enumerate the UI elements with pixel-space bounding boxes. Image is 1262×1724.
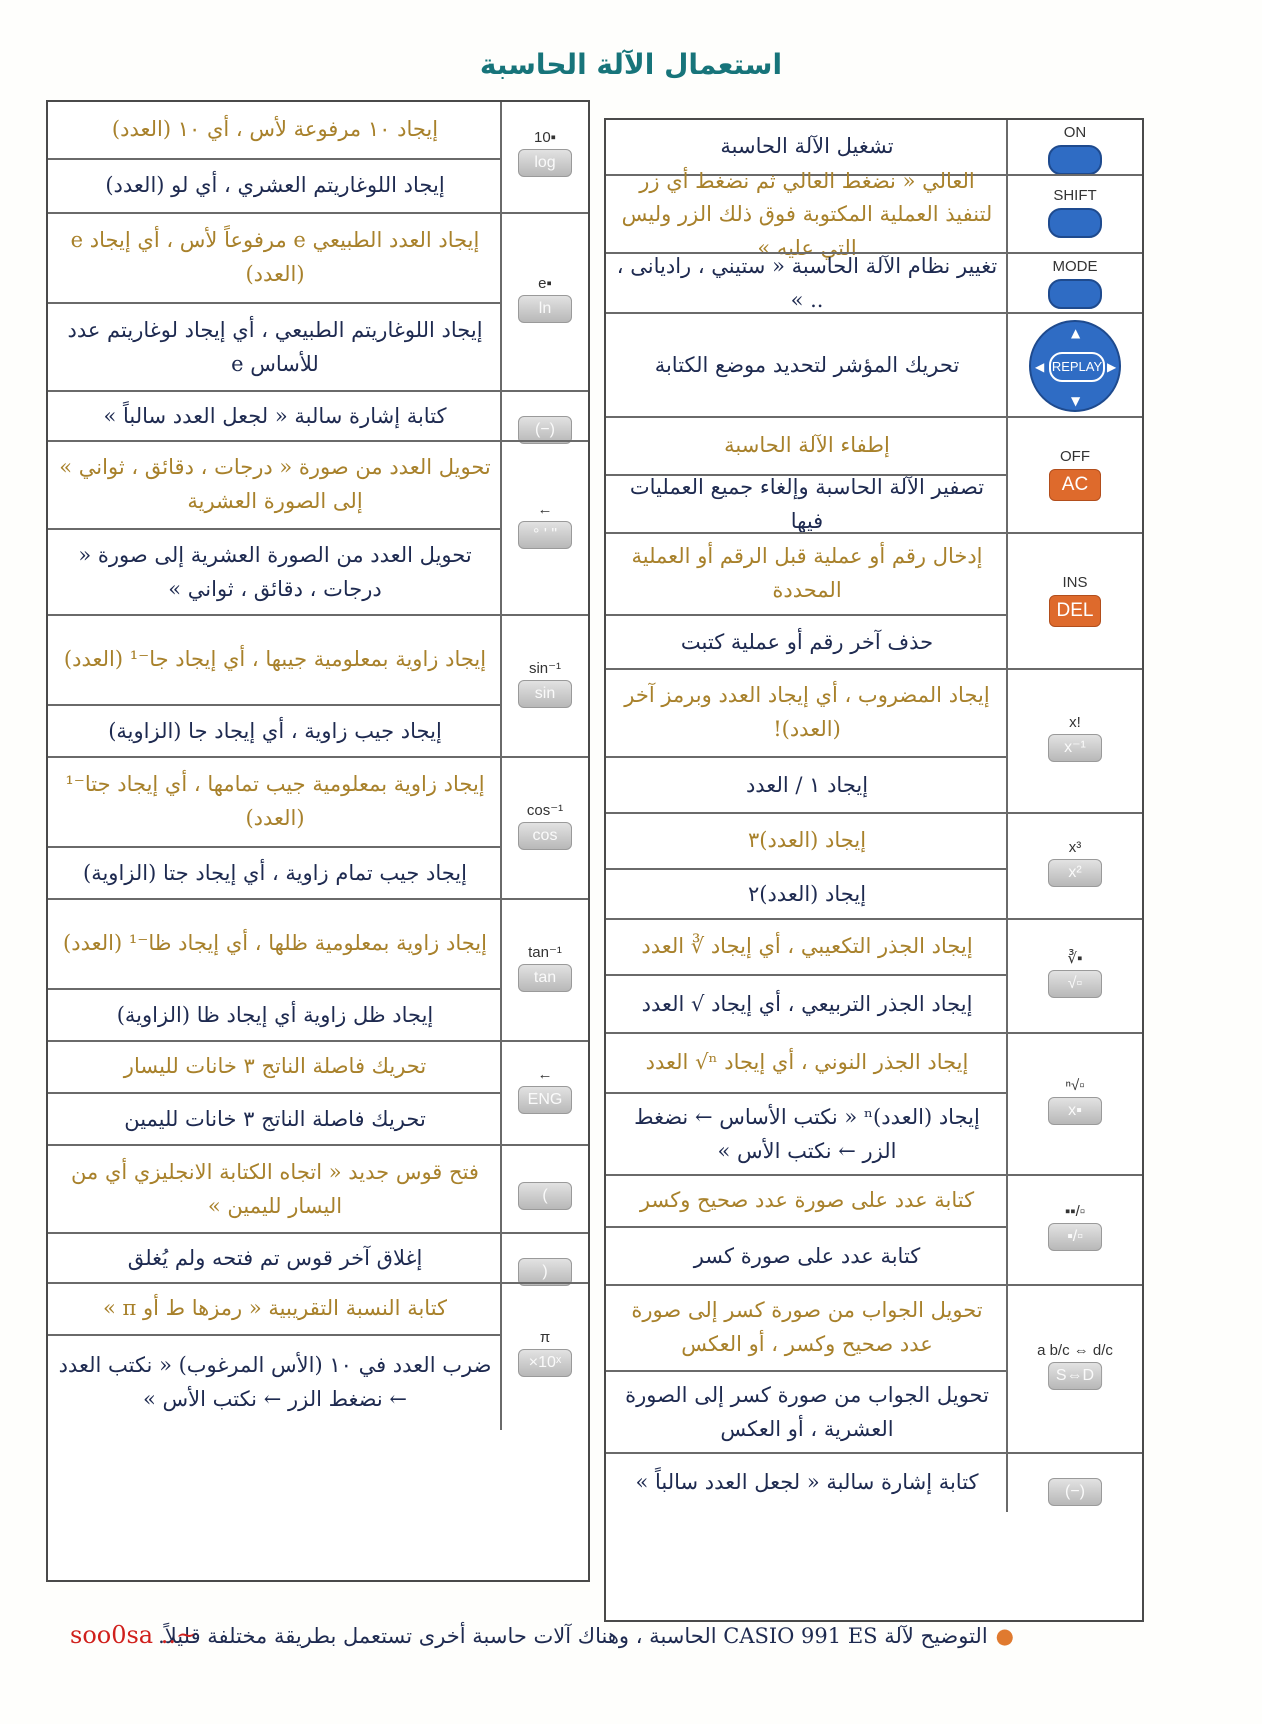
key-description: كتابة عدد على صورة عدد صحيح وكسر xyxy=(639,1188,975,1213)
arrow-icon: ▲ xyxy=(1071,326,1081,340)
key-shift-label: tan⁻¹ xyxy=(528,944,562,961)
key-description: إيجاد زاوية بمعلومية ظلها ، أي إيجاد ظا⁻¹ (العدد) xyxy=(63,931,487,956)
calculator-key xyxy=(1048,258,1102,309)
key-face: ×10ˣ xyxy=(518,1349,572,1377)
calculator-key xyxy=(518,801,572,850)
key-description: إيجاد الجذر التكعيبي ، أي إيجاد ∛ العدد xyxy=(641,934,973,959)
key-shift-label xyxy=(518,1162,572,1179)
key-description: كتابة عدد على صورة كسر xyxy=(606,1226,1008,1286)
calculator-key xyxy=(518,129,572,177)
arrow-icon: ◀ xyxy=(1035,360,1045,374)
key-description: تحويل العدد من صورة « درجات ، دقائق ، ثواني » إلى الصورة العشرية xyxy=(59,455,491,513)
key-description: إيجاد زاوية بمعلومية جيب تمامها ، أي إيجاد جتا⁻¹ (العدد) xyxy=(65,772,485,830)
key-face: ▪/▫ xyxy=(1048,1223,1102,1251)
key-description: إدخال رقم أو عملية قبل الرقم أو العملية المحددة xyxy=(631,544,983,602)
key-description: كتابة النسبة التقريبية « رمزها ط أو π » xyxy=(102,1296,448,1321)
key-description: فتح قوس جديد « اتجاه الكتابة الانجليزي أي من اليسار لليمين » xyxy=(71,1160,479,1218)
key-description: إيجاد اللوغاريتم العشري ، أي لو (العدد) xyxy=(48,158,502,212)
key-cell xyxy=(1006,1034,1142,1176)
calculator-key xyxy=(518,1162,572,1210)
calculator-key xyxy=(1048,1077,1102,1125)
key-face xyxy=(1048,145,1102,175)
key-cell xyxy=(1006,120,1142,174)
key-description: تشغيل الآلة الحاسبة xyxy=(720,134,894,159)
key-face: ) xyxy=(518,1258,572,1286)
calculator-key xyxy=(1029,320,1121,412)
key-cell xyxy=(500,392,588,442)
calculator-key xyxy=(1048,714,1102,762)
arrow-icon: ▼ xyxy=(1071,394,1081,408)
key-description: تصفير الآلة الحاسبة وإلغاء جميع العمليات فيها xyxy=(606,474,1008,534)
key-shift-label: ⁿ√▫ xyxy=(1065,1077,1085,1094)
key-shift-label: MODE xyxy=(1052,258,1098,275)
key-description: إيجاد المضروب ، أي إيجاد العدد وبرمز آخر (العدد)! xyxy=(624,683,990,741)
key-shift-label: π xyxy=(539,1329,551,1346)
key-face: ° ' " xyxy=(518,521,572,549)
key-description: حذف آخر رقم أو عملية كتبت xyxy=(606,614,1008,670)
key-cell xyxy=(500,758,588,900)
replay-pad-icon xyxy=(1029,320,1121,412)
key-face: x⁻¹ xyxy=(1048,734,1102,762)
key-cell xyxy=(500,102,588,212)
calculator-key xyxy=(1049,448,1101,501)
key-description: كتابة إشارة سالبة « لجعل العدد سالباً » xyxy=(103,404,447,429)
left-key-group xyxy=(48,102,588,212)
left-key-group xyxy=(48,440,588,616)
left-key-group xyxy=(48,898,588,1042)
calculator-key xyxy=(518,1238,572,1286)
key-shift-label: e▪ xyxy=(538,275,552,292)
left-key-group xyxy=(48,1282,588,1430)
key-description: ضرب العدد في ١٠ (الأس المرغوب) « نكتب العدد ← نضغط الزر ← نكتب الأس » xyxy=(48,1334,502,1430)
right-key-group xyxy=(606,1284,1142,1454)
key-face: (−) xyxy=(518,416,572,444)
key-shift-label: sin⁻¹ xyxy=(528,660,562,677)
key-shift-label: OFF xyxy=(1060,448,1090,465)
key-shift-label: x! xyxy=(1069,714,1081,731)
key-face: ln xyxy=(518,295,572,323)
page-title: استعمال الآلة الحاسبة xyxy=(479,48,783,81)
left-key-group xyxy=(48,1040,588,1146)
key-face: AC xyxy=(1049,469,1101,501)
left-key-table xyxy=(46,100,590,1582)
footer-note: ●التوضيح لآلة CASIO 991 ES الحاسبة ، وهناك آلات حاسبة أخرى تستعمل بطريقة مختلفة قليلاً. xyxy=(158,1624,1014,1648)
key-cell xyxy=(500,1042,588,1146)
key-description: العالي « نضغط العالي ثم نضغط أي زر لتنفيذ العملية المكتوبة فوق ذلك الزر وليس التي عليه » xyxy=(621,168,993,260)
key-face: x▪ xyxy=(1048,1097,1102,1125)
key-description: إيجاد الجذر النوني ، أي إيجاد ⁿ√ العدد xyxy=(645,1050,969,1075)
calculator-key xyxy=(518,659,572,708)
calculator-key xyxy=(1048,1203,1102,1251)
key-description: إيجاد العدد الطبيعي e مرفوعاً لأس ، أي إيجاد e (العدد) xyxy=(70,228,480,286)
key-cell xyxy=(500,1234,588,1284)
right-key-table xyxy=(604,118,1144,1622)
left-key-group xyxy=(48,1232,588,1284)
key-cell xyxy=(500,900,588,1042)
key-description: تحويل الجواب من صورة كسر إلى الصورة العشرية ، أو العكس xyxy=(606,1370,1008,1454)
key-cell xyxy=(1006,920,1142,1034)
key-shift-label: x³ xyxy=(1068,839,1082,856)
left-key-group xyxy=(48,614,588,758)
key-shift-label: ← xyxy=(537,501,553,518)
key-description: إيجاد (العدد)٣ xyxy=(747,828,867,853)
key-face: log xyxy=(518,149,572,177)
right-key-group xyxy=(606,416,1142,534)
calculator-key xyxy=(1048,124,1102,175)
key-shift-label xyxy=(518,1238,572,1255)
key-face: S⇔D xyxy=(1048,1362,1102,1390)
right-key-group xyxy=(606,312,1142,418)
key-description: تحويل الجواب من صورة كسر إلى صورة عدد صحيح وكسر ، أو العكس xyxy=(631,1298,983,1356)
key-cell xyxy=(500,442,588,616)
right-key-group xyxy=(606,812,1142,920)
left-key-group xyxy=(48,1144,588,1234)
key-description: تحريك المؤشر لتحديد موضع الكتابة xyxy=(654,353,960,378)
key-cell xyxy=(1006,1286,1142,1454)
key-cell xyxy=(1006,670,1142,814)
key-shift-label: SHIFT xyxy=(1053,187,1097,204)
key-description: إغلاق آخر قوس تم فتحه ولم يُغلق xyxy=(127,1246,423,1271)
right-key-group xyxy=(606,532,1142,670)
left-key-group xyxy=(48,212,588,392)
key-shift-label: ∛▪ xyxy=(1067,950,1083,967)
key-description: إيجاد جيب زاوية ، أي إيجاد جا (الزاوية) xyxy=(48,704,502,758)
key-face: sin xyxy=(518,680,572,708)
bullet-icon: ● xyxy=(995,1624,1014,1648)
calculator-key xyxy=(1049,574,1101,627)
key-cell xyxy=(1006,534,1142,670)
key-shift-label: cos⁻¹ xyxy=(526,802,564,819)
calculator-key xyxy=(518,1329,572,1377)
key-cell xyxy=(500,1284,588,1430)
key-description: تحويل العدد من الصورة العشرية إلى صورة « درجات ، دقائق ، ثواني » xyxy=(48,528,502,616)
key-face: √▫ xyxy=(1048,970,1102,998)
calculator-key xyxy=(1048,949,1102,998)
calculator-key xyxy=(518,396,572,444)
replay-label: REPLAY xyxy=(1049,352,1105,382)
key-face: ENG xyxy=(518,1086,572,1114)
right-key-group xyxy=(606,1452,1142,1512)
key-description: إيجاد ١ / العدد xyxy=(606,756,1008,814)
key-cell xyxy=(1006,418,1142,534)
key-description: إيجاد اللوغاريتم الطبيعي ، أي إيجاد لوغاريتم عدد للأساس e xyxy=(48,302,502,392)
key-description: تحريك فاصلة الناتج ٣ خانات لليمين xyxy=(48,1092,502,1146)
key-description: تغيير نظام الآلة الحاسبة « ستيني ، راديانى ، .. » xyxy=(616,254,998,312)
key-face: DEL xyxy=(1049,595,1101,627)
calculator-key xyxy=(518,1066,572,1114)
calculator-key xyxy=(1048,1458,1102,1506)
calculator-key xyxy=(518,501,572,549)
key-description: تحريك فاصلة الناتج ٣ خانات لليسار xyxy=(123,1054,427,1079)
key-cell xyxy=(1006,176,1142,254)
calculator-key xyxy=(518,275,572,323)
key-cell xyxy=(1006,1454,1142,1512)
key-description: إيجاد ظل زاوية أي إيجاد ظا (الزاوية) xyxy=(48,988,502,1042)
key-shift-label: ON xyxy=(1063,124,1087,141)
key-description: كتابة إشارة سالبة « لجعل العدد سالباً » xyxy=(635,1470,979,1495)
arrow-icon: ▶ xyxy=(1107,360,1117,374)
calculator-key xyxy=(518,943,572,992)
right-key-group xyxy=(606,1032,1142,1176)
key-shift-label: ← xyxy=(537,1066,553,1083)
key-shift-label xyxy=(518,396,572,413)
key-face: ( xyxy=(518,1182,572,1210)
right-key-group xyxy=(606,918,1142,1034)
key-face: (−) xyxy=(1048,1478,1102,1506)
key-cell xyxy=(1006,1176,1142,1286)
right-key-group xyxy=(606,252,1142,314)
key-description: إيجاد (العدد)ⁿ « نكتب الأساس ← نضغط الزر ← نكتب الأس » xyxy=(606,1092,1008,1176)
calculator-key xyxy=(1048,839,1102,887)
right-key-group xyxy=(606,668,1142,814)
right-key-group xyxy=(606,168,1142,260)
right-key-group xyxy=(606,1174,1142,1286)
calculator-key xyxy=(1037,1342,1113,1390)
key-description: إطفاء الآلة الحاسبة xyxy=(724,433,890,458)
key-shift-label: 10▪ xyxy=(533,129,556,146)
key-cell xyxy=(500,616,588,758)
key-cell xyxy=(1006,814,1142,920)
calculator-key xyxy=(1048,187,1102,238)
key-description: إيجاد زاوية بمعلومية جيبها ، أي إيجاد جا⁻¹ (العدد) xyxy=(63,647,487,672)
key-shift-label: a b/c ⇔ d/c xyxy=(1037,1342,1113,1359)
key-description: إيجاد جيب تمام زاوية ، أي إيجاد جتا (الزاوية) xyxy=(48,846,502,900)
key-description: إيجاد ١٠ مرفوعة لأس ، أي ١٠ (العدد) xyxy=(111,117,439,142)
key-cell xyxy=(500,214,588,392)
left-key-group xyxy=(48,756,588,900)
key-cell xyxy=(1006,254,1142,314)
key-shift-label: INS xyxy=(1062,574,1088,591)
signature: soo0sa ..~ xyxy=(70,1621,197,1649)
key-description: إيجاد (العدد)٢ xyxy=(606,868,1008,920)
key-description: إيجاد الجذر التربيعي ، أي إيجاد √ العدد xyxy=(606,974,1008,1034)
key-face: cos xyxy=(518,822,572,850)
key-face: tan xyxy=(518,964,572,992)
key-cell xyxy=(500,1146,588,1234)
left-key-group xyxy=(48,390,588,442)
key-face: x² xyxy=(1048,859,1102,887)
key-shift-label xyxy=(1048,1458,1102,1475)
key-cell xyxy=(1006,314,1142,418)
key-face xyxy=(1048,279,1102,309)
key-face xyxy=(1048,208,1102,238)
key-shift-label: ▪▪/▫ xyxy=(1064,1203,1086,1220)
